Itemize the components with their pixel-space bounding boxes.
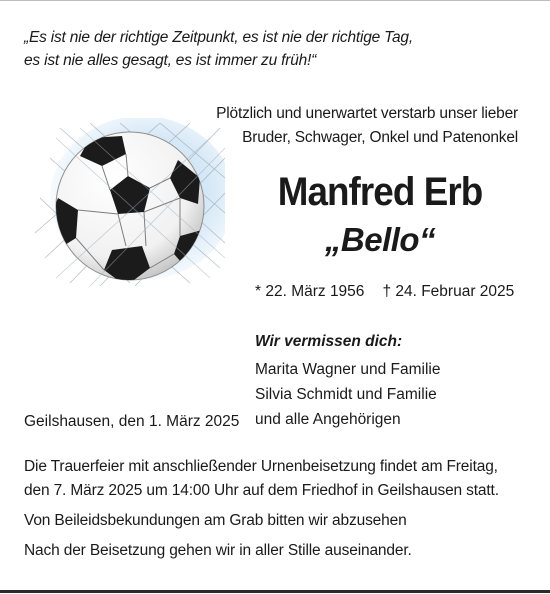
quote-line-1: „Es ist nie der richtige Zeitpunkt, es ist nie der richtige Tag, (24, 29, 413, 46)
top-border (0, 0, 550, 1)
death-date: † 24. Februar 2025 (382, 283, 515, 300)
deceased-nickname: „Bello“ (324, 221, 436, 258)
announcement-line-1: Plötzlich und unerwartet verstarb unser lieber (216, 105, 518, 122)
mourners-list (255, 357, 441, 432)
mourner-entry: Marita Wagner und Familie (255, 361, 441, 378)
deceased-name: Manfred Erb (277, 170, 483, 214)
announcement-line-2: Bruder, Schwager, Onkel und Patenonkel (242, 129, 518, 146)
mourner-entry: und alle Angehörigen (255, 411, 401, 428)
funeral-line-1: Die Trauerfeier mit anschließender Urnenbeisetzung findet am Freitag, (24, 458, 498, 475)
life-dates (255, 281, 525, 303)
funeral-information (24, 455, 524, 563)
condolences-note: Von Beileidsbekundungen am Grab bitten wir abzusehen (24, 512, 407, 529)
birth-date: * 22. März 1956 (255, 283, 365, 300)
place-and-date: Geilshausen, den 1. März 2025 (24, 413, 240, 430)
memorial-quote (24, 26, 424, 72)
soccer-ball-in-net-icon (30, 118, 225, 288)
quote-line-2: es ist nie alles gesagt, es ist immer zu früh!“ (24, 52, 317, 69)
mourners-heading: Wir vermissen dich: (255, 333, 403, 350)
funeral-line-2: den 7. März 2025 um 14:00 Uhr auf dem Friedhof in Geilshausen statt. (24, 482, 499, 499)
mourner-entry: Silvia Schmidt und Familie (255, 386, 437, 403)
bottom-border (0, 590, 550, 593)
closing-note: Nach der Beisetzung gehen wir in aller Stille auseinander. (24, 542, 412, 559)
death-announcement (188, 102, 518, 150)
